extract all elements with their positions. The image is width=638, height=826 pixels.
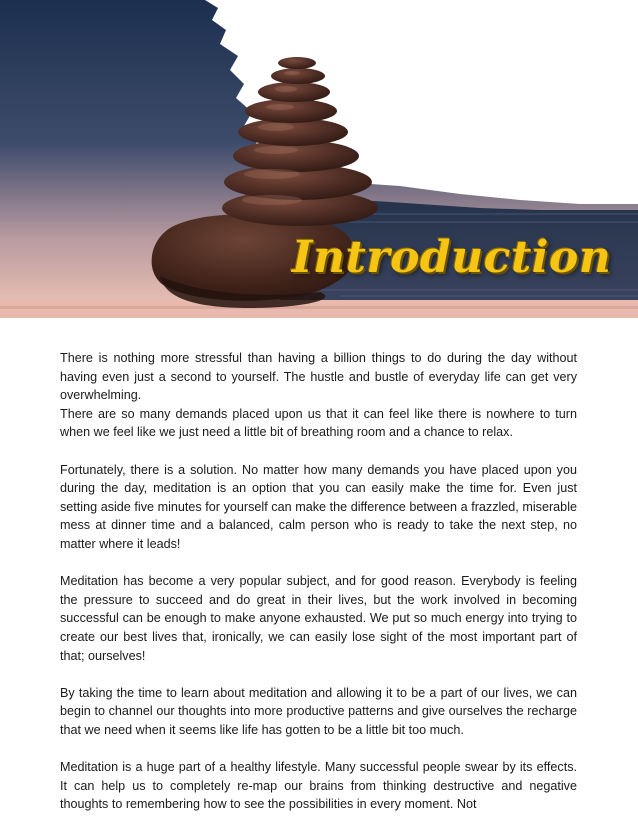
paragraph: There are so many demands placed upon us that it can feel like there is nowhere to turn when we feel like we just need a little bit of breathing room and a chance to relax. xyxy=(60,406,577,440)
body-text xyxy=(60,349,577,814)
section-title: Introduction xyxy=(292,232,612,283)
paragraph: Meditation has become a very popular subject, and for good reason. Everybody is feeling the pressure to succeed and do great in their lives, but the work involved in becoming successful can be enough to make anyone exhausted. We put so much energy into trying to create our best lives that, ironically, we can easily lose sight of the most important part of that; ourselves! xyxy=(60,574,577,663)
paragraph: By taking the time to learn about meditation and allowing it to be a part of our lives, we can begin to channel our thoughts into more productive patterns and give ourselves the recharge that we need when it seems like life has gotten to be a little bit too much. xyxy=(60,685,577,737)
header-banner xyxy=(0,0,638,318)
paragraph: There is nothing more stressful than having a billion things to do during the day without having even just a second to yourself. The hustle and bustle of everyday life can get very overwhelming. xyxy=(60,351,577,403)
paragraph: Fortunately, there is a solution. No matter how many demands you have placed upon you during the day, meditation is an option that you can easily make the time for. Even just setting aside five minutes for yourself can make the difference between a frazzled, miserable mess at dinner time and a balanced, calm person who is ready to take the next step, no matter where it leads! xyxy=(60,462,577,551)
paragraph: Meditation is a huge part of a healthy lifestyle. Many successful people swear by its effects. It can help us to completely re-map our brains from thinking destructive and negative thoughts to remembering how to see the possibilities in every moment. Not xyxy=(60,760,577,812)
